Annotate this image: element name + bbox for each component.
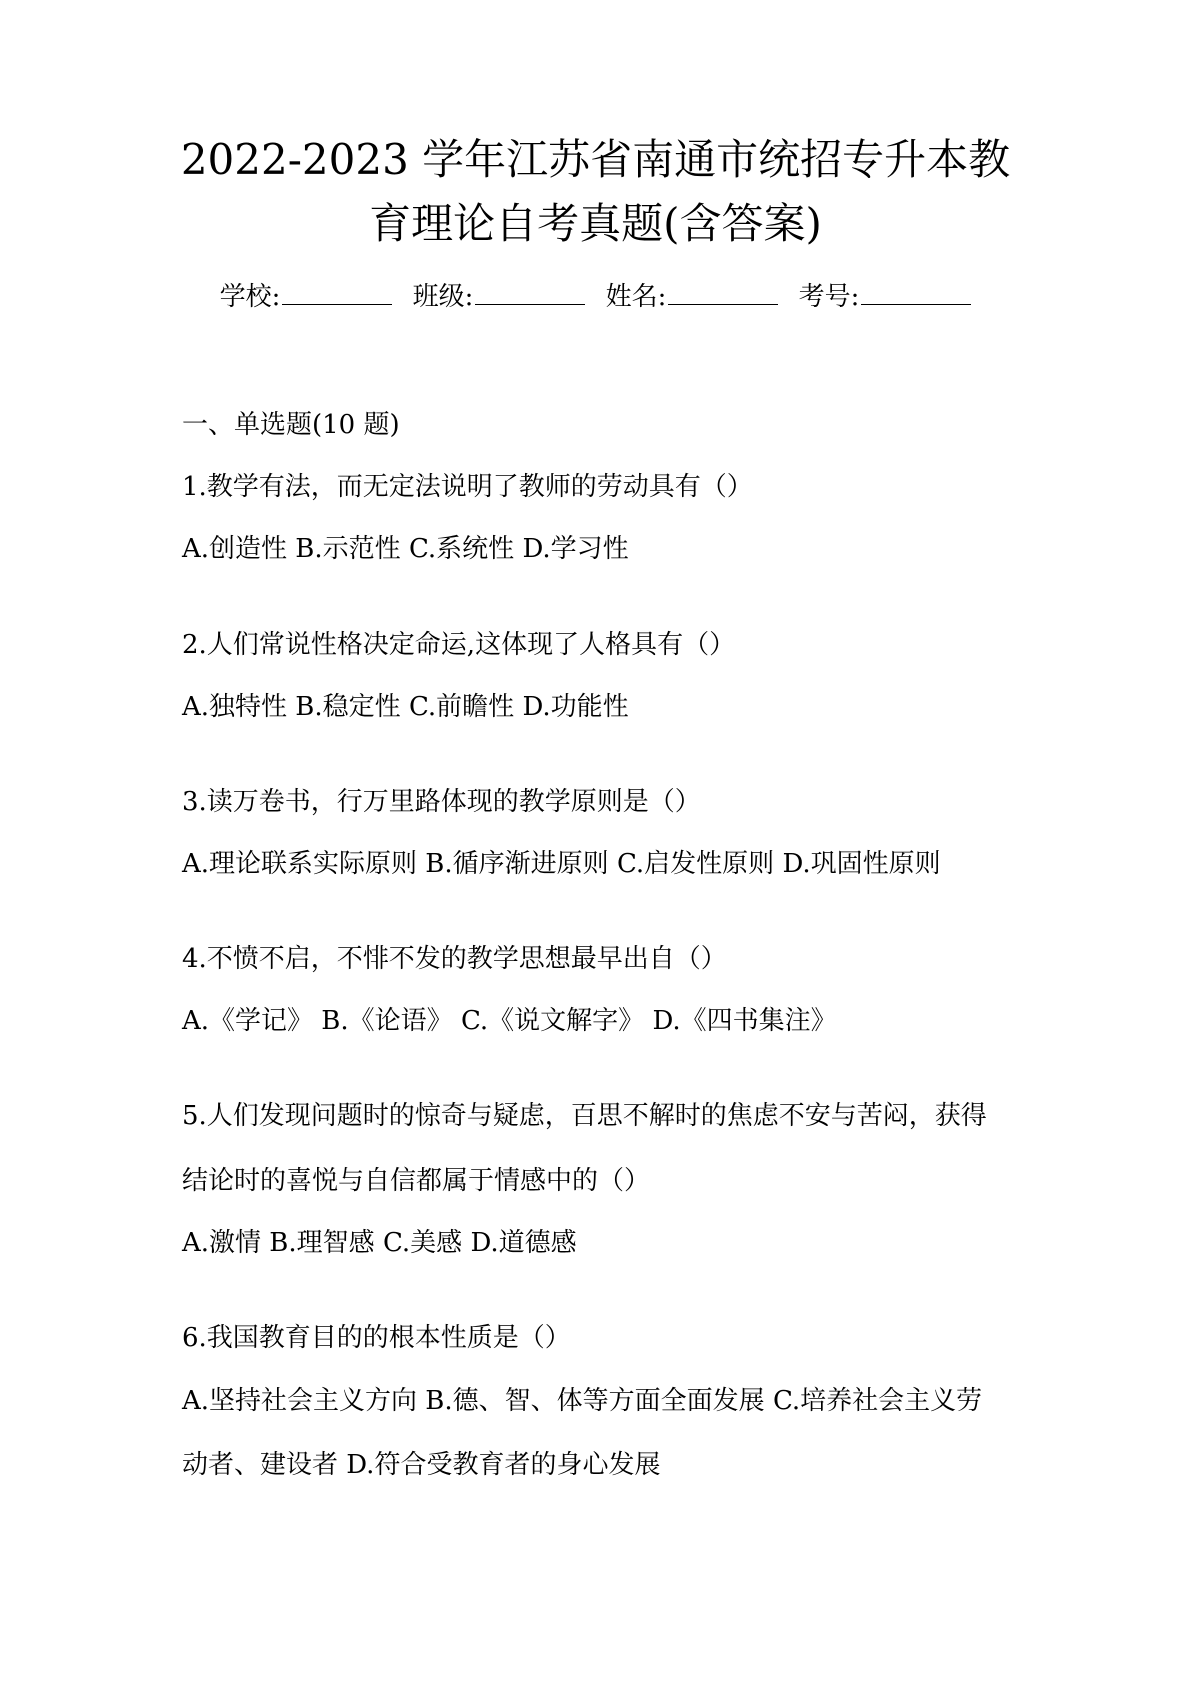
name-label: 姓名: <box>605 282 667 312</box>
school-field <box>220 280 393 314</box>
section-heading: 一、单选题(10 题) <box>182 410 400 440</box>
question-6-options-line-1: A.坚持社会主义方向 B.德、智、体等方面全面发展 C.培养社会主义劳 <box>182 1386 983 1416</box>
school-blank <box>282 282 392 305</box>
title-line-2: 育理论自考真题(含答案) <box>369 199 822 248</box>
exam-number-blank <box>861 282 971 305</box>
question-3-stem: 3.读万卷书，行万里路体现的教学原则是（） <box>182 787 701 817</box>
question-4-stem: 4.不愤不启，不悱不发的教学思想最早出自（） <box>182 944 727 974</box>
name-blank <box>668 282 778 305</box>
title-line-1: 2022-2023 学年江苏省南通市统招专升本教 <box>180 135 1011 184</box>
school-label: 学校: <box>219 282 281 312</box>
question-5-stem-line-1: 5.人们发现问题时的惊奇与疑虑，百思不解时的焦虑不安与苦闷，获得 <box>182 1101 987 1131</box>
page-title <box>120 128 1071 256</box>
name-field <box>606 280 779 314</box>
question-5-options: A.激情 B.理智感 C.美感 D.道德感 <box>182 1228 577 1258</box>
question-3-options: A.理论联系实际原则 B.循序渐进原则 C.启发性原则 D.巩固性原则 <box>182 849 941 879</box>
question-6-options-line-2: 动者、建设者 D.符合受教育者的身心发展 <box>182 1450 661 1480</box>
question-4-options: A.《学记》 B.《论语》 C.《说文解字》 D.《四书集注》 <box>182 1006 837 1036</box>
question-5-stem-line-2: 结论时的喜悦与自信都属于情感中的（） <box>182 1166 651 1196</box>
class-field <box>413 280 586 314</box>
exam-number-label: 考号: <box>798 282 860 312</box>
class-label: 班级: <box>412 282 474 312</box>
question-6-stem: 6.我国教育目的的根本性质是（） <box>182 1323 571 1353</box>
exam-number-field <box>799 280 972 314</box>
question-1-stem: 1.教学有法，而无定法说明了教师的劳动具有（） <box>182 472 753 502</box>
question-2-stem: 2.人们常说性格决定命运,这体现了人格具有（） <box>182 630 736 660</box>
question-1-options: A.创造性 B.示范性 C.系统性 D.学习性 <box>182 534 629 564</box>
student-info-line <box>0 280 1191 314</box>
class-blank <box>475 282 585 305</box>
question-2-options: A.独特性 B.稳定性 C.前瞻性 D.功能性 <box>182 692 629 722</box>
